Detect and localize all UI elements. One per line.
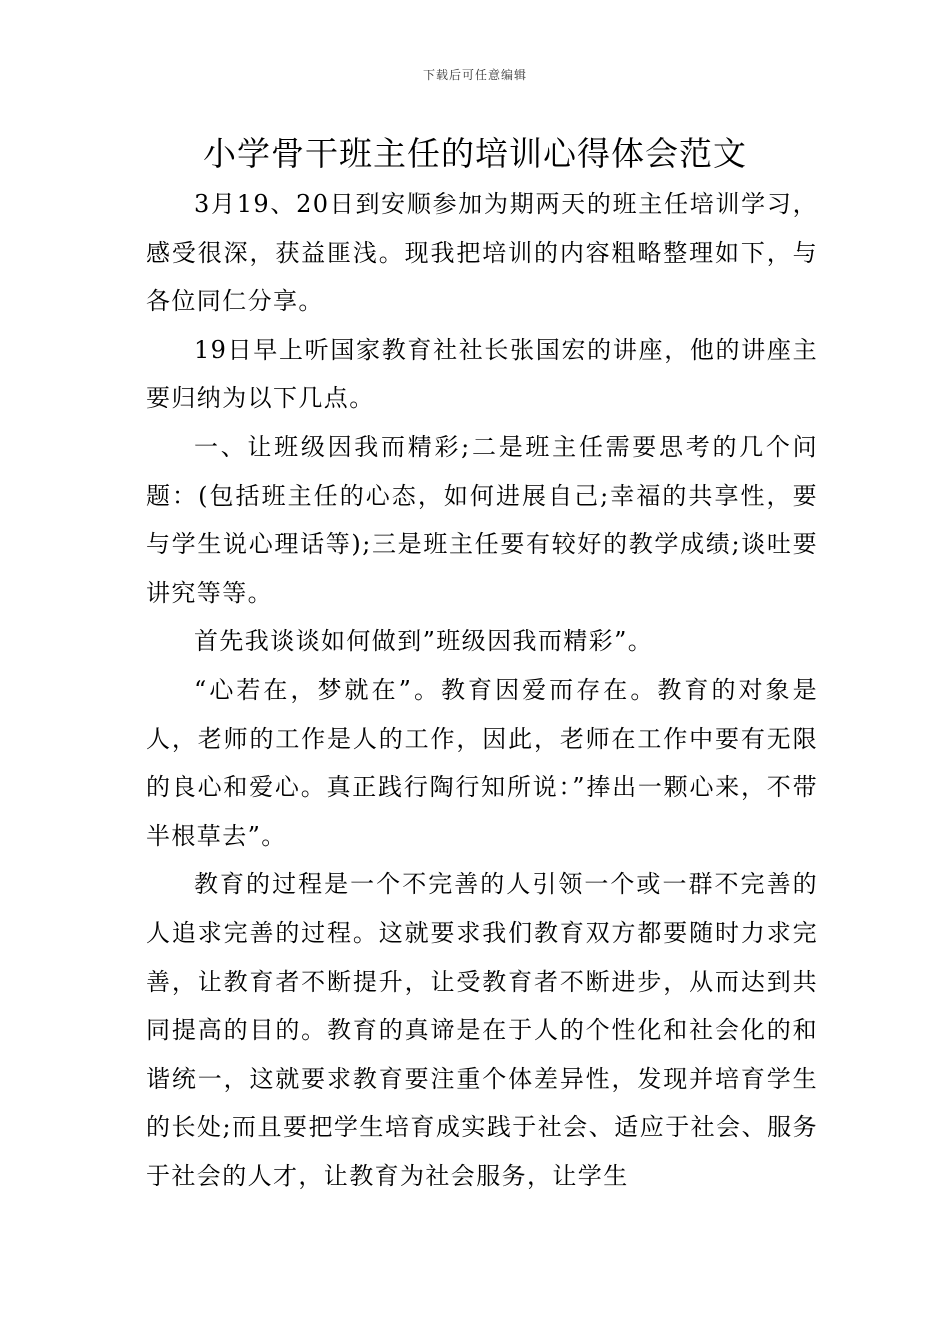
paragraph: 3月19、20日到安顺参加为期两天的班主任培训学习，感受很深，获益匪浅。现我把培训的内容粗略整理如下，与各位同仁分享。 [146, 190, 818, 316]
paragraph: 19日早上听国家教育社社长张国宏的讲座，他的讲座主要归纳为以下几点。 [146, 335, 818, 413]
paragraph: 首先我谈谈如何做到”班级因我而精彩”。 [194, 627, 654, 656]
header-note: 下载后可任意编辑 [422, 68, 527, 82]
paragraph: “心若在，梦就在”。教育因爱而存在。教育的对象是人，老师的工作是人的工作，因此，老师在工作中要有无限的良心和爱心。真正践行陶行知所说：”捧出一颗心来，不带半根草去”。 [146, 675, 818, 850]
paragraph: 教育的过程是一个不完善的人引领一个或一群不完善的人追求完善的过程。这就要求我们教育双方都要随时力求完善，让教育者不断提升，让受教育者不断进步，从而达到共同提高的目的。教育的真谛是在于人的个性化和社会化的和谐统一，这就要求教育要注重个体差异性，发现并培育学生的长处;而且要把学生培育成实践于社会、适应于社会、服务于社会的人才，让教育为社会服务，让学生 [146, 870, 818, 1190]
document-title: 小学骨干班主任的培训心得体会范文 [203, 134, 747, 173]
document-body [146, 180, 818, 1200]
paragraph: 一、让班级因我而精彩;二是班主任需要思考的几个问题：(包括班主任的心态，如何进展自己;幸福的共享性，要与学生说心理话等);三是班主任要有较好的教学成绩;谈吐要讲究等等。 [146, 432, 818, 607]
